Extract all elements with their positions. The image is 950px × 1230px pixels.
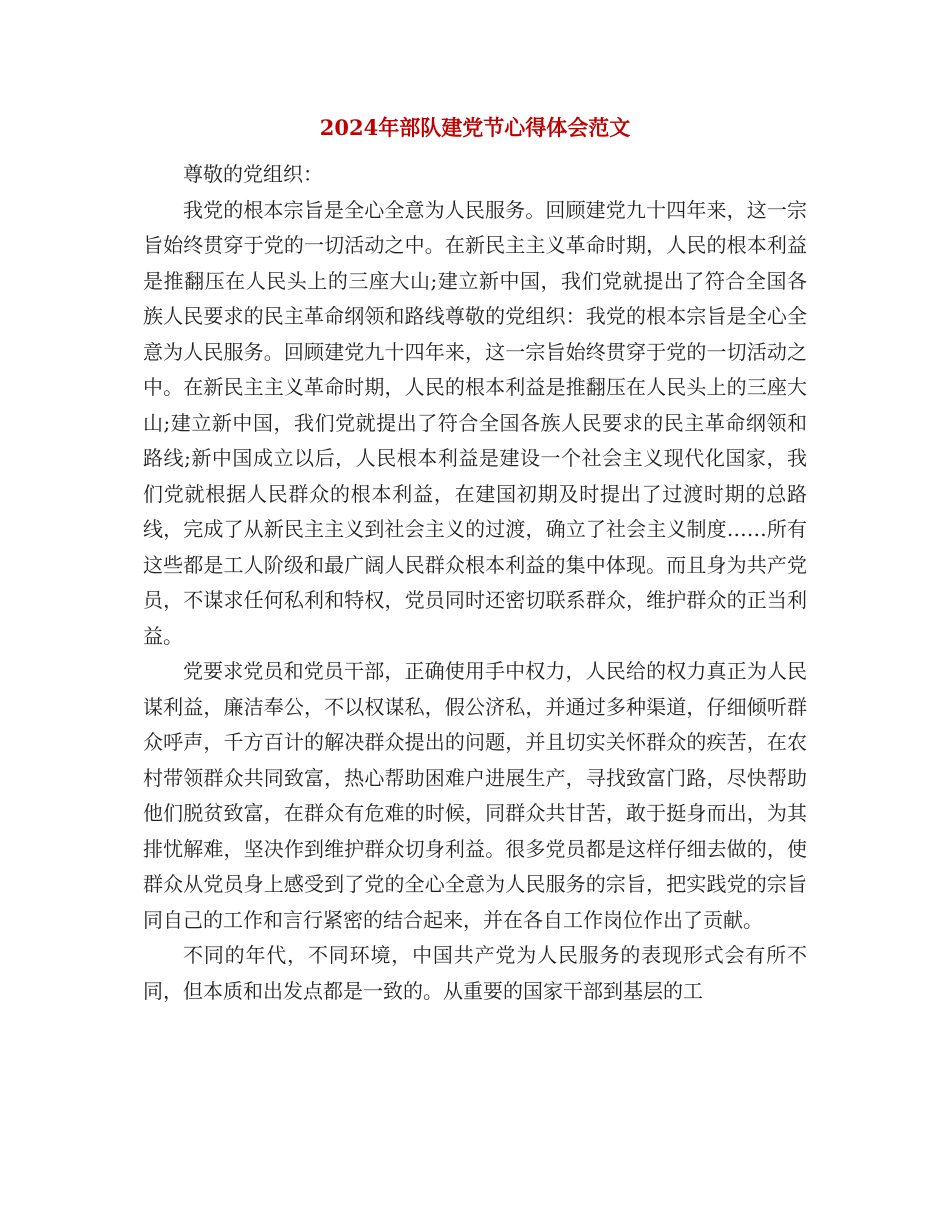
document-body (143, 157, 807, 1009)
paragraph-1: 我党的根本宗旨是全心全意为人民服务。回顾建党九十四年来，这一宗旨始终贯穿于党的一切活动之中。在新民主主义革命时期，人民的根本利益是推翻压在人民头上的三座大山;建立新中国，我们党就提出了符合全国各族人民要求的民主革命纲领和路线尊敬的党组织：我党的根本宗旨是全心全意为人民服务。回顾建党九十四年来，这一宗旨始终贯穿于党的一切活动之中。在新民主主义革命时期，人民的根本利益是推翻压在人民头上的三座大山;建立新中国，我们党就提出了符合全国各族人民要求的民主革命纲领和路线;新中国成立以后，人民根本利益是建设一个社会主义现代化国家，我们党就根据人民群众的根本利益，在建国初期及时提出了过渡时期的总路线，完成了从新民主主义到社会主义的过渡，确立了社会主义制度……所有这些都是工人阶级和最广阔人民群众根本利益的集中体现。而且身为共产党员，不谋求任何私利和特权，党员同时还密切联系群众，维护群众的正当利益。 (143, 197, 807, 648)
paragraph-3: 不同的年代，不同环境，中国共产党为人民服务的表现形式会有所不同，但本质和出发点都是一致的。从重要的国家干部到基层的工 (143, 943, 807, 1003)
salutation: 尊敬的党组织： (183, 162, 323, 186)
paragraph-2: 党要求党员和党员干部，正确使用手中权力，人民给的权力真正为人民谋利益，廉洁奉公，不以权谋私，假公济私，并通过多种渠道，仔细倾听群众呼声，千方百计的解决群众提出的问题，并且切实关怀群众的疾苦，在农村带领群众共同致富，热心帮助困难户进展生产，寻找致富门路，尽快帮助他们脱贫致富，在群众有危难的时候，同群众共甘苦，敢于挺身而出，为其排忧解难，坚决作到维护群众切身利益。很多党员都是这样仔细去做的，使群众从党员身上感受到了党的全心全意为人民服务的宗旨，把实践党的宗旨同自己的工作和言行紧密的结合起来，并在各自工作岗位作出了贡献。 (143, 659, 807, 932)
document-title: 2024年部队建党节心得体会范文 (319, 115, 631, 140)
